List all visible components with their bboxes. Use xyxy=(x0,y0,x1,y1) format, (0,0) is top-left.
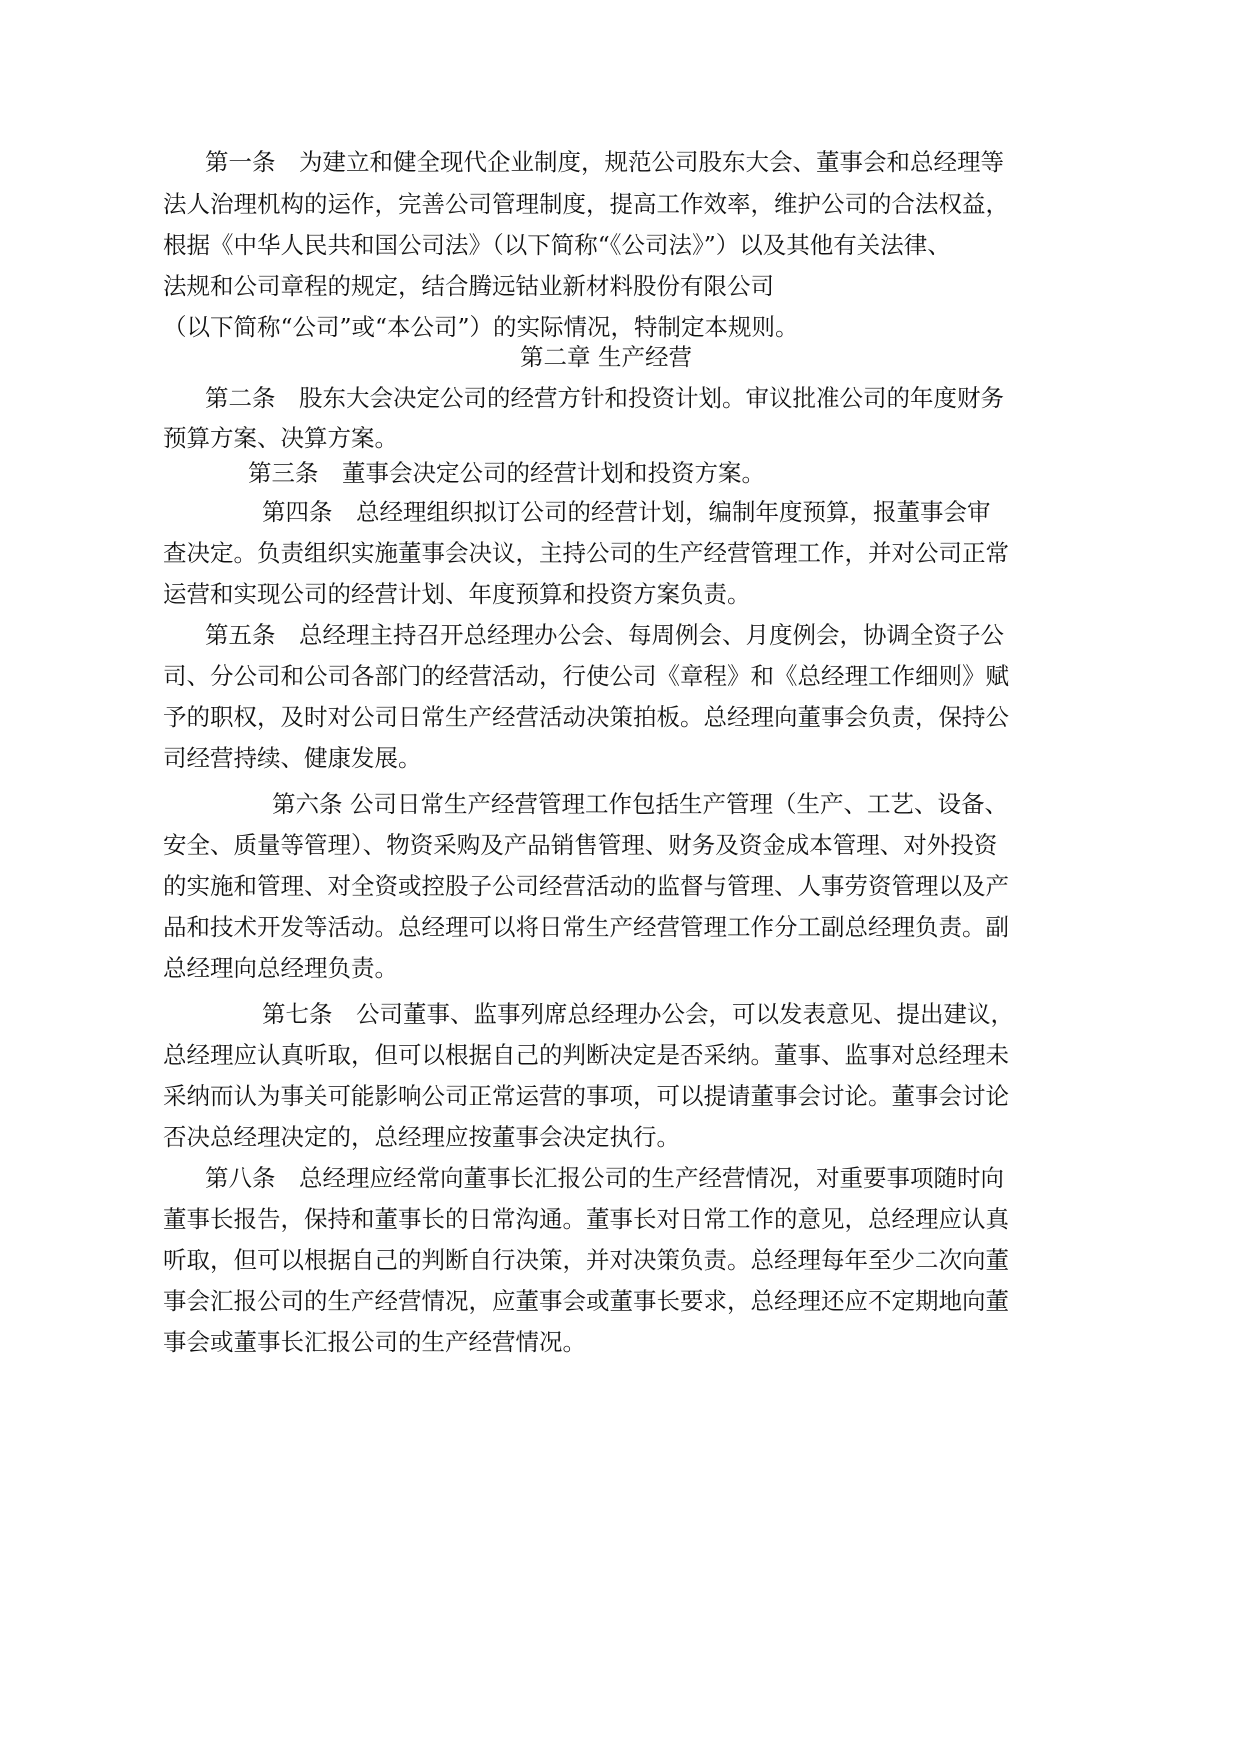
article-8-line: 听取，但可以根据自己的判断自行决策，并对决策负责。总经理每年至少二次向董 xyxy=(163,1246,1009,1274)
article-1-line: 法规和公司章程的规定，结合腾远钴业新材料股份有限公司 xyxy=(163,272,774,300)
article-1-line: 法人治理机构的运作，完善公司管理制度，提高工作效率，维护公司的合法权益， xyxy=(163,190,1009,218)
article-3-line: 第三条 董事会决定公司的经营计划和投资方案。 xyxy=(248,459,765,487)
article-2-line: 预算方案、决算方案。 xyxy=(163,424,398,452)
article-6-line: 安全、质量等管理）、物资采购及产品销售管理、财务及资金成本管理、对外投资 xyxy=(163,831,998,859)
article-7-line: 总经理应认真听取，但可以根据自己的判断决定是否采纳。董事、监事对总经理未 xyxy=(163,1041,1009,1069)
article-5-line: 第五条 总经理主持召开总经理办公会、每周例会、月度例会，协调全资子公 xyxy=(205,621,1004,649)
article-5-line: 司经营持续、健康发展。 xyxy=(163,744,422,772)
article-5-line: 予的职权，及时对公司日常生产经营活动决策拍板。总经理向董事会负责，保持公 xyxy=(163,703,1009,731)
article-8-line: 事会汇报公司的生产经营情况，应董事会或董事长要求，总经理还应不定期地向董 xyxy=(163,1287,1009,1315)
article-4-line: 查决定。负责组织实施董事会决议，主持公司的生产经营管理工作，并对公司正常 xyxy=(163,539,1009,567)
article-7-line: 否决总经理决定的，总经理应按董事会决定执行。 xyxy=(163,1123,680,1151)
article-1-line: 根据《中华人民共和国公司法》（以下简称“《公司法》”）以及其他有关法律、 xyxy=(163,231,951,259)
article-8-line: 第八条 总经理应经常向董事长汇报公司的生产经营情况，对重要事项随时向 xyxy=(205,1164,1004,1192)
chapter-heading: 第二章 生产经营 xyxy=(520,343,692,371)
article-8-line: 事会或董事长汇报公司的生产经营情况。 xyxy=(163,1328,586,1356)
article-4-line: 第四条 总经理组织拟订公司的经营计划，编制年度预算，报董事会审 xyxy=(262,498,991,526)
article-6-line: 品和技术开发等活动。总经理可以将日常生产经营管理工作分工副总经理负责。副 xyxy=(163,913,1009,941)
article-6-line: 的实施和管理、对全资或控股子公司经营活动的监督与管理、人事劳资管理以及产 xyxy=(163,872,1009,900)
article-4-line: 运营和实现公司的经营计划、年度预算和投资方案负责。 xyxy=(163,580,751,608)
article-1-line: 第一条 为建立和健全现代企业制度，规范公司股东大会、董事会和总经理等 xyxy=(205,148,1004,176)
article-7-line: 采纳而认为事关可能影响公司正常运营的事项，可以提请董事会讨论。董事会讨论 xyxy=(163,1082,1009,1110)
article-8-line: 董事长报告，保持和董事长的日常沟通。董事长对日常工作的意见，总经理应认真 xyxy=(163,1205,1009,1233)
article-5-line: 司、分公司和公司各部门的经营活动，行使公司《章程》和《总经理工作细则》赋 xyxy=(163,662,1009,690)
article-2-line: 第二条 股东大会决定公司的经营方针和投资计划。审议批准公司的年度财务 xyxy=(205,384,1004,412)
article-1-line: （以下简称“公司”或“本公司”）的实际情况，特制定本规则。 xyxy=(163,313,799,341)
article-6-line: 第六条 公司日常生产经营管理工作包括生产管理（生产、工艺、设备、 xyxy=(272,790,1008,818)
article-7-line: 第七条 公司董事、监事列席总经理办公会，可以发表意见、提出建议， xyxy=(262,1000,1014,1028)
article-6-line: 总经理向总经理负责。 xyxy=(163,954,398,982)
